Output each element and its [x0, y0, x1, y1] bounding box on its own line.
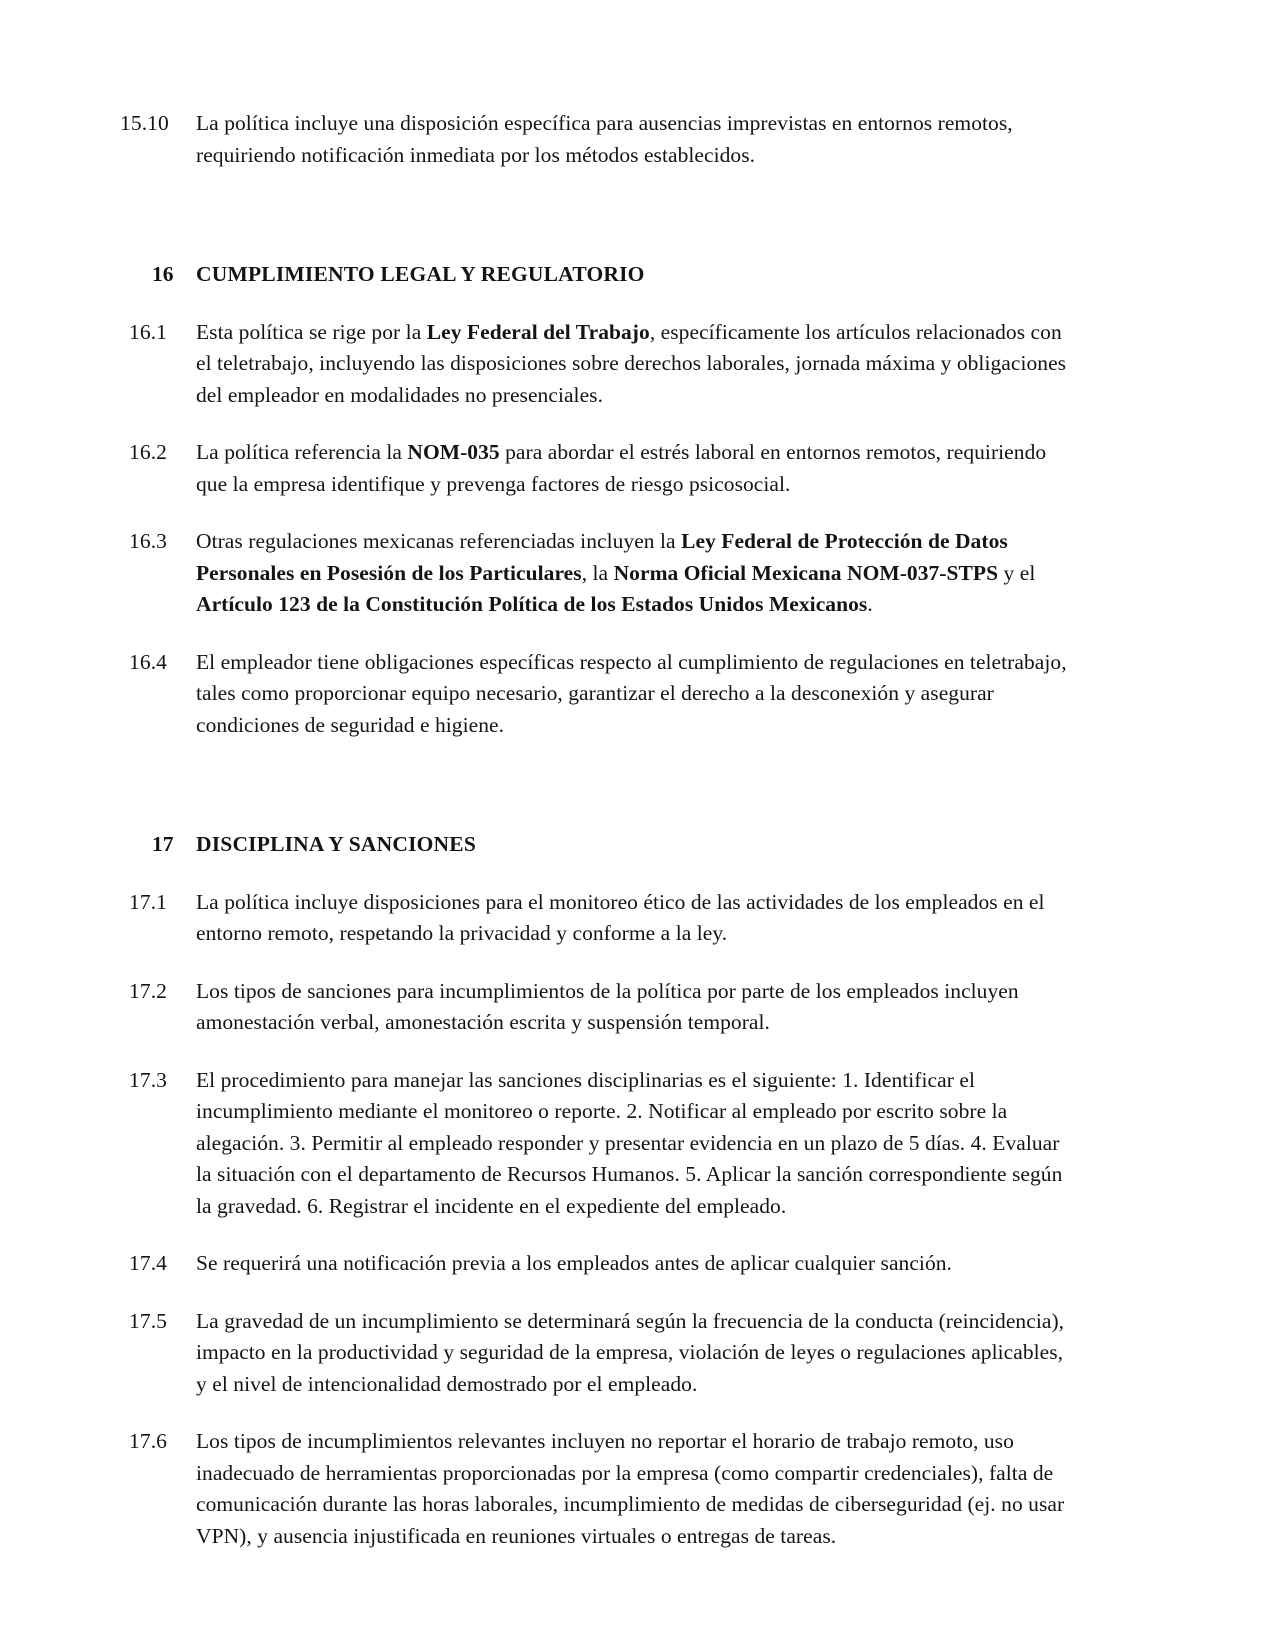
clause-text-emphasis: Ley Federal del Trabajo: [426, 319, 650, 344]
section-number: 17: [152, 832, 174, 856]
clause-text-run: Esta política se rige por la: [196, 319, 427, 344]
clause-text-run: La política incluye disposiciones para el monitoreo ético de las actividades de los empleados en el entorno remoto, respetando la privacidad y conforme a la ley.: [196, 889, 1045, 945]
clause-text-run: para abordar el estrés laboral en entornos remotos, requiriendo que la empresa identifique y prevenga factores de riesgo psicosocial.: [196, 440, 1047, 496]
clause-text: [196, 317, 1070, 412]
clause-text-run: y el: [998, 560, 1036, 585]
clause-row: [120, 526, 1070, 621]
clause-text-emphasis: Norma Oficial Mexicana NOM-037-STPS: [613, 560, 999, 585]
clause-number: 16.1: [129, 319, 168, 344]
clause-number: 17.4: [129, 1251, 168, 1275]
clause-text-run: Se requerirá una notificación previa a los empleados antes de aplicar cualquier sanción.: [196, 1251, 952, 1275]
section-title: DISCIPLINA Y SANCIONES: [196, 832, 476, 856]
clause-text: [196, 976, 1070, 1039]
section-heading: [120, 259, 1070, 291]
clause-number: 16.2: [129, 440, 168, 464]
clause-number: 17.3: [129, 1067, 168, 1092]
clause-row: [120, 976, 1070, 1039]
clause-text-run: , específicamente los artículos relacionados con el teletrabajo, incluyendo las disposiciones sobre derechos laborales, jornada máxima y obligaciones del empleador en modalidades no presenciales.: [196, 319, 1067, 407]
clause-text-run: Los tipos de sanciones para incumplimientos de la política por parte de los empleados incluyen amonestación verbal, amonestación escrita y suspensión temporal.: [196, 978, 1019, 1034]
clause-text: [196, 1426, 1070, 1552]
clause-text-run: La política referencia la: [196, 440, 408, 464]
clause-row: [120, 437, 1070, 500]
clause-number: 17.6: [129, 1429, 168, 1453]
section-heading: [120, 829, 1070, 861]
clause-text: [196, 526, 1070, 621]
clause-text-run: .: [867, 592, 873, 616]
section-spacer: [120, 197, 1070, 259]
clause-text: [196, 1306, 1070, 1401]
clause-row: [120, 647, 1070, 742]
clause-text: [196, 108, 1070, 171]
clause-text-emphasis: Artículo 123 de la Constitución Política de los Estados Unidos Mexicanos: [196, 592, 868, 616]
section-spacer: [120, 767, 1070, 829]
clause-text-emphasis: Ley Federal de Protección de Datos Personales en Posesión de los Particulares: [196, 529, 1008, 585]
clause-text-emphasis: NOM-035: [407, 440, 500, 464]
clause-row: [120, 1306, 1070, 1401]
clause-row: [120, 317, 1070, 412]
clause-number: 17.5: [129, 1308, 168, 1333]
clause-row: [120, 887, 1070, 950]
clause-number: 17.2: [129, 978, 168, 1003]
clause-text-run: Otras regulaciones mexicanas referenciadas incluyen la: [196, 529, 682, 553]
clause-text-run: La política incluye una disposición específica para ausencias imprevistas en entornos remotos, requiriendo notificación inmediata por los métodos establecidos.: [196, 111, 1013, 167]
clause-text: [196, 647, 1070, 742]
clause-text: [196, 437, 1070, 500]
clause-text-run: El empleador tiene obligaciones específicas respecto al cumplimiento de regulaciones en teletrabajo, tales como proporcionar equipo necesario, garantizar el derecho a la desconexión y asegurar condiciones de seguridad e higiene.: [196, 649, 1067, 737]
clause-text-run: , la: [581, 560, 614, 585]
clause-row: [120, 1248, 1070, 1280]
clause-row: [120, 108, 1070, 171]
clause-text: [196, 1248, 1070, 1280]
section-title: CUMPLIMIENTO LEGAL Y REGULATORIO: [196, 262, 645, 286]
clause-row: [120, 1426, 1070, 1552]
clause-number: 17.1: [129, 889, 168, 914]
clause-text: [196, 887, 1070, 950]
clause-text-run: Los tipos de incumplimientos relevantes incluyen no reportar el horario de trabajo remoto, uso inadecuado de herramientas proporcionadas por la empresa (como compartir credenciales), falta de comunicación durante las horas laborales, incumplimiento de medidas de ciberseguridad (ej. no usar VPN), y ausencia injustificada en reuniones virtuales o entregas de tareas.: [196, 1429, 1065, 1548]
document-body: [120, 108, 1070, 1552]
section-number: 16: [152, 262, 174, 286]
clause-number: 15.10: [120, 111, 169, 135]
clause-number: 16.4: [129, 649, 168, 674]
clause-text-run: La gravedad de un incumplimiento se determinará según la frecuencia de la conducta (reincidencia), impacto en la productividad y seguridad de la empresa, violación de leyes o regulaciones aplicables, y el nivel de intencionalidad demostrado por el empleado.: [196, 1308, 1065, 1396]
clause-number: 16.3: [129, 529, 168, 553]
clause-text: [196, 1065, 1070, 1223]
clause-text-run: El procedimiento para manejar las sanciones disciplinarias es el siguiente: 1. Identificar el incumplimiento mediante el monitoreo o reporte. 2. Notificar al empleado por escrito sobre la alegación. 3. Permitir al empleado responder y presentar evidencia en un plazo de 5 días. 4. Evaluar la situación con el departamento de Recursos Humanos. 5. Aplicar la sanción correspondiente según la gravedad. 6. Registrar el incidente en el expediente del empleado.: [196, 1067, 1063, 1218]
clause-row: [120, 1065, 1070, 1223]
